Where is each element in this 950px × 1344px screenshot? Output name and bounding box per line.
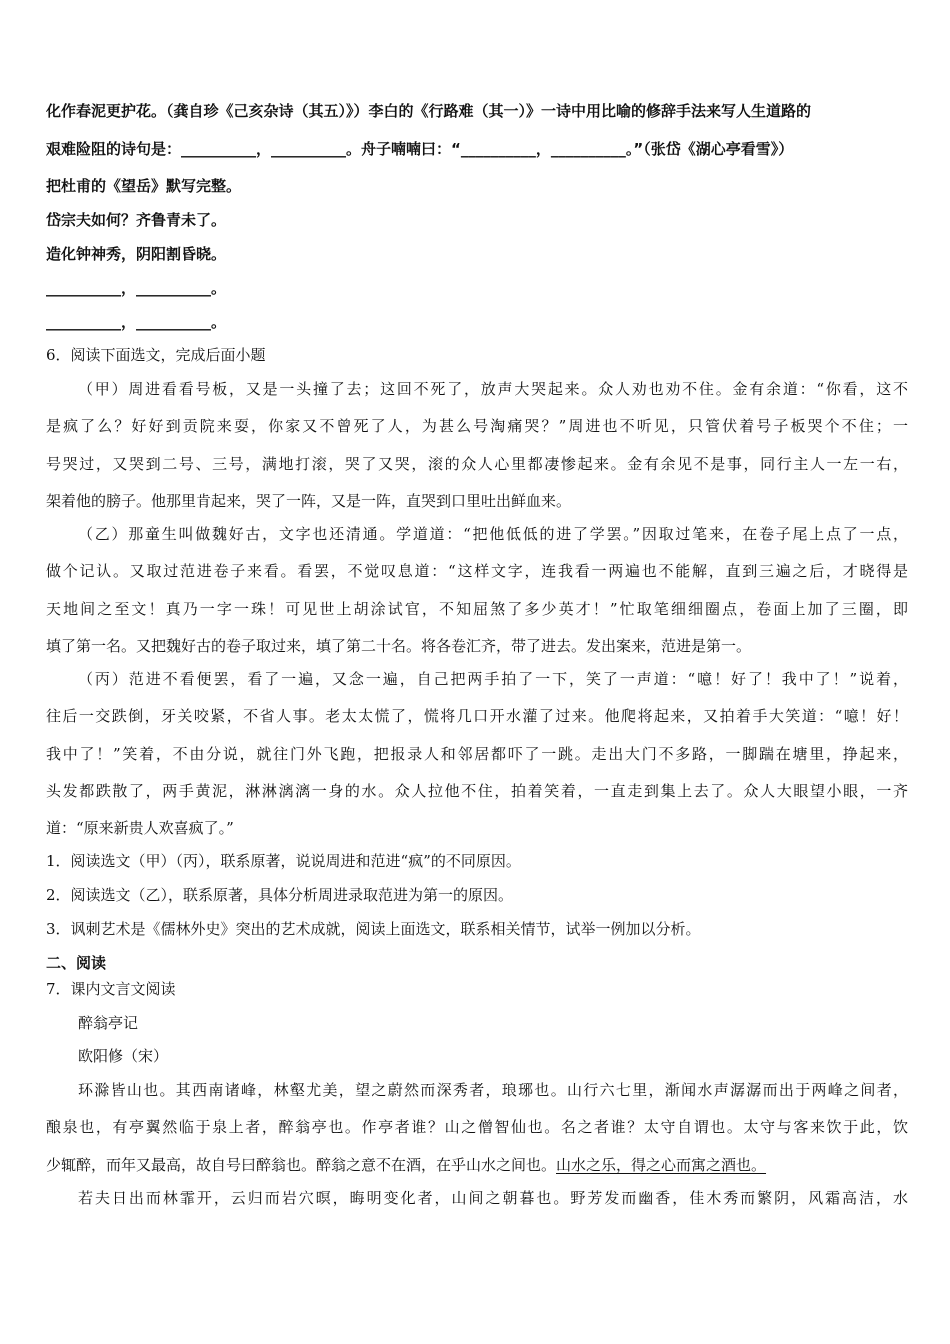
poem-line-3: 把杜甫的《望岳》默写完整。 [46,177,242,195]
poem-line-2: 艰难险阻的诗句是：__________，__________。舟子喃喃曰：“__________，__________。”（张岱《湖心亭看雪》） [46,140,794,158]
q6-question-1: 1．阅读选文（甲）（丙），联系原著，说说周进和范进“疯”的不同原因。 [46,852,521,870]
essay-p1-line-3-text: 少辄醉，而年又最高，故自号曰醉翁也。醉翁之意不在酒，在乎山水之间也。 [46,1156,557,1174]
poem-blank-line-1: __________，__________。 [46,279,227,297]
q6-yi-line-2: 做个记认。又取过范进卷子来看。看罢，不觉叹息道：“这样文字，连我看一两遍也不能解，直到三遍之后，才晓得是 [46,562,908,580]
q6-bing-line-4: 头发都跌散了，两手黄泥，淋淋漓漓一身的水。众人拉他不住，拍着笑着，一直走到集上去了。众人大眼望小眼，一齐 [46,782,908,800]
q6-yi-line-3: 天地间之至文！真乃一字一珠！可见世上胡涂试官，不知屈煞了多少英才！”忙取笔细细圈点，卷面上加了三圈，即 [46,600,908,618]
q6-jia-line-1: （甲）周进看看号板，又是一头撞了去；这回不死了，放声大哭起来。众人劝也劝不住。金有余道：“你看，这不 [78,380,908,398]
essay-author: 欧阳修（宋） [78,1047,169,1065]
poem-line-5: 造化钟神秀，阴阳割昏晓。 [46,245,227,263]
q6-yi-line-1: （乙）那童生叫做魏好古，文字也还清通。学道道：“把他低低的进了学罢。”因取过笔来，在卷子尾上点了一点， [78,525,908,543]
q6-bing-line-2: 往后一交跌倒，牙关咬紧，不省人事。老太太慌了，慌将几口开水灌了过来。他爬将起来，又拍着手大笑道：“噫！好！ [46,707,908,725]
essay-p2-line-1: 若夫日出而林霏开，云归而岩穴暝，晦明变化者，山间之朝暮也。野芳发而幽香，佳木秀而繁阴，风霜高洁，水 [78,1189,908,1207]
q6-bing-line-3: 我中了！”笑着，不由分说，就往门外飞跑，把报录人和邻居都吓了一跳。走出大门不多路，一脚踹在塘里，挣起来， [46,745,908,763]
q6-bing-line-5: 道：“原来新贵人欢喜疯了。” [46,819,234,837]
essay-p1-line-1: 环滁皆山也。其西南诸峰，林壑尤美，望之蔚然而深秀者，琅琊也。山行六七里，渐闻水声潺潺而出于两峰之间者， [78,1081,908,1099]
poem-blank-line-2: __________，__________。 [46,313,227,331]
poem-line-1: 化作春泥更护花。（龚自珍《己亥杂诗（其五）》）李白的《行路难（其一）》一诗中用比喻的修辞手法来写人生道路的 [46,102,812,120]
q6-jia-line-4: 架着他的膀子。他那里肯起来，哭了一阵，又是一阵，直哭到口里吐出鲜血来。 [46,492,572,510]
essay-p1-line-2: 酿泉也，有亭翼然临于泉上者，醉翁亭也。作亭者谁？山之僧智仙也。名之者谁？太守自谓也。太守与客来饮于此，饮 [46,1118,908,1136]
q7-title: 7．课内文言文阅读 [46,980,176,998]
q6-yi-line-4: 填了第一名。又把魏好古的卷子取过来，填了第二十名。将各卷汇齐，带了进去。发出案来，范进是第一。 [46,637,752,655]
q6-title: 6．阅读下面选文，完成后面小题 [46,346,266,364]
q6-bing-line-1: （丙）范进不看便罢，看了一遍，又念一遍，自己把两手拍了一下，笑了一声道：“噫！好了！我中了！”说着， [78,670,908,688]
essay-title: 醉翁亭记 [78,1014,139,1032]
q6-question-3: 3．讽刺艺术是《儒林外史》突出的艺术成就，阅读上面选文，联系相关情节，试举一例加以分析。 [46,920,701,938]
section-heading-reading: 二、阅读 [46,954,107,972]
q6-jia-line-3: 号哭过，又哭到二号、三号，满地打滚，哭了又哭，滚的众人心里都凄惨起来。金有余见不是事，同行主人一左一右， [46,455,908,473]
q6-question-2: 2．阅读选文（乙），联系原著，具体分析周进录取范进为第一的原因。 [46,886,514,904]
underlined-sentence: 山水之乐，得之心而寓之酒也。 [556,1156,767,1174]
poem-line-4: 岱宗夫如何？齐鲁青未了。 [46,211,227,229]
essay-p1-line-3 [46,1155,908,1175]
q6-jia-line-2: 是疯了么？好好到贡院来耍，你家又不曾死了人，为甚么号淘痛哭？”周进也不听见，只管伏着号子板哭个不住；一 [46,417,908,435]
